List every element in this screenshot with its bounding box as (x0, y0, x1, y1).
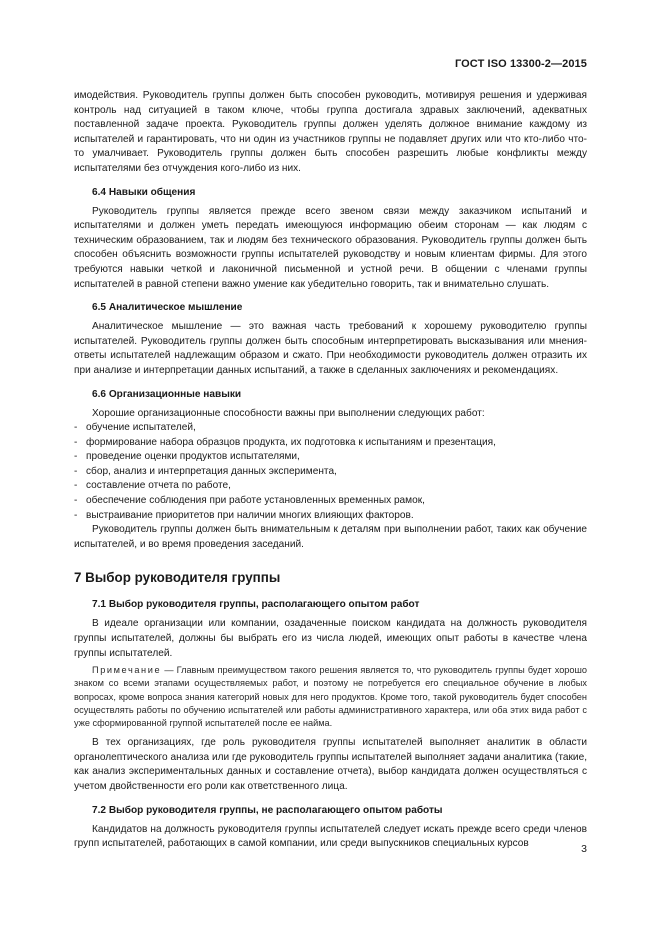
section-6-4-heading: 6.4 Навыки общения (92, 186, 196, 198)
section-7-1-heading: 7.1 Выбор руководителя группы, располагающего опытом работ (92, 599, 420, 611)
document-code-header: ГОСТ ISO 13300-2—2015 (454, 58, 587, 70)
list-item: - обеспечение соблюдения при работе установленных временных рамок, (74, 495, 425, 507)
list-item: - формирование набора образцов продукта, их подготовка к испытаниям и презентация, (74, 436, 496, 448)
section-6-4-paragraph: Руководитель группы является прежде всего звеном связи между заказчиком испытаний и испытателями и должен уметь передать имеющуюся информацию обеим сторонам — как людям с техническим образованием, так и людям без технического образования. Руководитель группы должен быть способен объяснить возможности группы испытателей руководству и новым клиентам фирмы. Для этого требуются навыки четкой и лаконичной письменной и устной речи. В общении с членами группы испытателей в равной степени важно умение как убедительно говорить, так и внимательно слушать. (74, 205, 587, 290)
page-number: 3 (581, 843, 587, 855)
section-7-1-paragraph-1: В идеале организации или компании, озадаченные поиском кандидата на должность руководителя группы испытателей, должны бы выбрать его из числа людей, имеющих опыт работы в качестве члена группы испытателей. (74, 618, 587, 659)
section-6-5-paragraph: Аналитическое мышление — это важная часть требований к хорошему руководителю группы испытателей. Руководитель группы должен быть способным интерпретировать высказывания или мнения-ответы испытателей надлежащим образом и сжато. При необходимости руководитель должен отразить их при анализе и интерпретации данных испытаний, а также в сделанных заключениях и рекомендациях. (74, 321, 587, 376)
section-6-6-heading: 6.6 Организационные навыки (92, 388, 242, 400)
section-6-6-closing: Руководитель группы должен быть внимательным к деталям при выполнении работ, таких как обучение испытателей, и во время проведения заседаний. (74, 524, 587, 550)
section-7-2-heading: 7.2 Выбор руководителя группы, не располагающего опытом работы (92, 804, 443, 816)
organizational-tasks-list (74, 421, 587, 523)
note-text: — Главным преимуществом такого решения является то, что руководитель группы будет хорошо знаком со всеми этапами осуществляемых работ, и поэтому не потребуется его специальное обучение в любых вопросах, кроме вопроса знания категорий новых для него продуктов. Кроме того, такой руководитель будет способен осуществлять работы по обучению испытателей или работы административного характера, или оба этих вида работ с уже сформированной группой испытателей после ее найма. (74, 665, 587, 729)
section-6-5-heading: 6.5 Аналитическое мышление (92, 302, 243, 314)
note-block (74, 664, 587, 730)
section-7-1-paragraph-2: В тех организациях, где роль руководителя группы испытателей выполняет аналитик в области органолептического анализа или где руководитель группы испытателей выполняет задачи аналитика (такие, как анализ экспериментальных данных и составление отчета), выбор кандидата должен осуществляться с учетом двойственности его роли как ответственного лица. (74, 737, 587, 793)
section-6-6-lead: Хорошие организационные способности важны при выполнении следующих работ: (92, 407, 485, 419)
page-content (74, 89, 587, 852)
list-item: - проведение оценки продуктов испытателями, (74, 451, 300, 463)
list-item: - составление отчета по работе, (74, 480, 231, 492)
note-label: Примечание (92, 665, 162, 676)
list-item: - выстраивание приоритетов при наличии многих влияющих факторов. (74, 509, 414, 521)
section-7-2-paragraph: Кандидатов на должность руководителя группы испытателей следует искать прежде всего среди членов групп испытателей, работающих в самой компании, или среди выпускников специальных курсов (74, 823, 587, 850)
intro-paragraph: имодействия. Руководитель группы должен быть способен руководить, мотивируя решения и удерживая контроль над ситуацией в таком ключе, чтобы группа достигала здравых заключений, адекватных поставленной задаче проекта. Руководитель группы должен уделять должное внимание каждому из испытателей и гарантировать, что ни один из участников группы не подавляет других или что кто-либо что-то умалчивает. Руководитель группы должен быть способен разрешить любые конфликты между испытателями без отчуждения кого-либо из них. (74, 90, 587, 174)
section-7-heading: 7 Выбор руководителя группы (74, 570, 281, 586)
list-item: - сбор, анализ и интерпретация данных эксперимента, (74, 465, 337, 477)
list-item: - обучение испытателей, (74, 422, 196, 434)
